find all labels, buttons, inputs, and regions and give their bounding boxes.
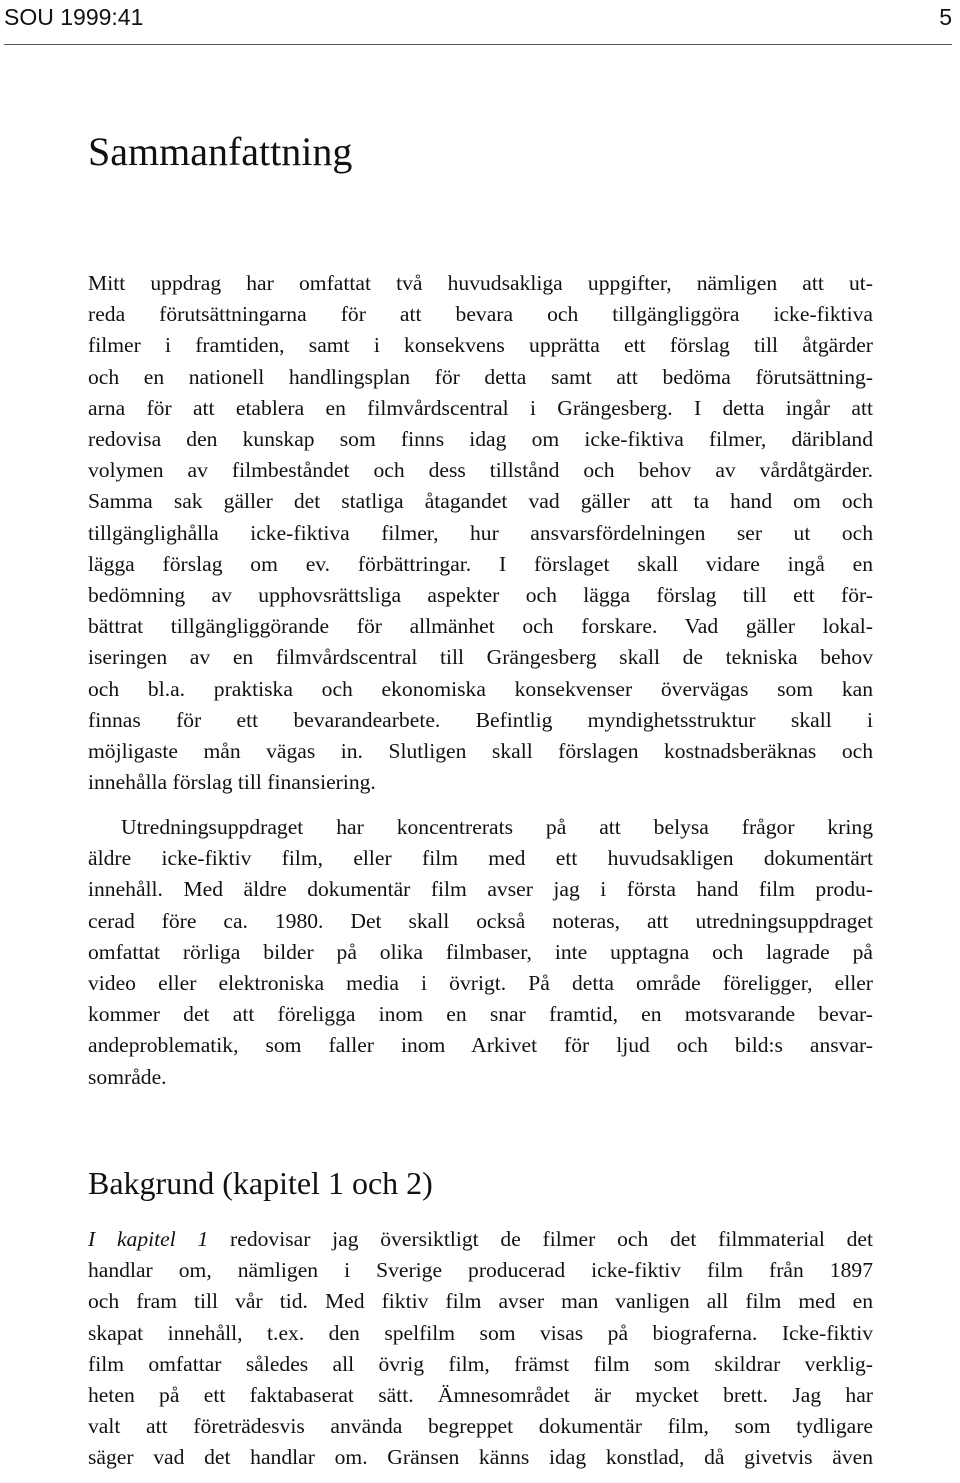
chapter-reference: I kapitel 1: [88, 1227, 209, 1251]
text-line: kommer det att föreligga inom en snar framtid, en motsvarande bevar-: [88, 1002, 873, 1027]
text-line: bättrat tillgängliggörande för allmänhet och forskare. Vad gäller lokal-: [88, 614, 873, 639]
summary-paragraph-1: [88, 268, 873, 798]
text-line: sområde.: [88, 1064, 167, 1089]
text-line: [88, 1224, 873, 1255]
text-line: filmer i framtiden, samt i konsekvens upprätta ett förslag till åtgärder: [88, 333, 873, 358]
text-line: handlar om, nämligen i Sverige producerad icke-fiktiv film från 1897: [88, 1258, 873, 1283]
text-line: möjligaste mån vägas in. Slutligen skall förslagen kostnadsberäknas och: [88, 739, 873, 764]
text-line: video eller elektroniska media i övrigt. På detta område föreligger, eller: [88, 971, 873, 996]
text-fragment: redovisar jag översiktligt de filmer och det filmmaterial det: [208, 1227, 874, 1251]
text-line: andeproblematik, som faller inom Arkivet för ljud och bild:s ansvar-: [88, 1033, 873, 1058]
report-number: SOU 1999:41: [4, 4, 144, 30]
text-line: film omfattar således all övrig film, främst film som skildrar verklig-: [88, 1351, 873, 1376]
text-line: arna för att etablera en filmvårdscentral i Grängesberg. I detta ingår att: [88, 395, 873, 420]
page-header: [4, 0, 952, 45]
text-line: och bl.a. praktiska och ekonomiska konsekvenser övervägas som kan: [88, 676, 873, 701]
summary-paragraph-2: [88, 812, 873, 1093]
text-line: skapat innehåll, t.ex. den spelfilm som visas på biograferna. Icke-fiktiv: [88, 1320, 873, 1345]
text-line: Utredningsuppdraget har koncentrerats på att belysa frågor kring: [121, 815, 873, 839]
text-line: reda förutsättningarna för att bevara och tillgängliggöra icke-fiktiva: [88, 302, 873, 327]
section-heading: Bakgrund (kapitel 1 och 2): [88, 1165, 433, 1201]
text-line: Mitt uppdrag har omfattat två huvudsakliga uppgifter, nämligen att ut-: [88, 271, 873, 295]
text-line: bedömning av upphovsrättsliga aspekter och lägga förslag till ett för-: [88, 583, 873, 608]
text-line: och en nationell handlingsplan för detta samt att bedöma förutsättning-: [88, 364, 873, 389]
text-line: lägga förslag om ev. förbättringar. I förslaget skall vidare ingå en: [88, 551, 873, 576]
text-line: innehåll. Med äldre dokumentär film avser jag i första hand film produ-: [88, 877, 873, 902]
text-line: heten på ett faktabaserat sätt. Ämnesområdet är mycket brett. Jag har: [88, 1383, 873, 1408]
page-title: Sammanfattning: [88, 129, 353, 174]
text-line: cerad före ca. 1980. Det skall också noteras, att utredningsuppdraget: [88, 908, 873, 933]
text-line: äldre icke-fiktiv film, eller film med ett huvudsakligen dokumentärt: [88, 846, 873, 871]
text-line: tillgänglighålla icke-fiktiva filmer, hur ansvarsfördelningen ser ut och: [88, 520, 873, 545]
background-paragraph: [88, 1224, 873, 1474]
text-line: redovisa den kunskap som finns idag om icke-fiktiva filmer, däribland: [88, 427, 873, 452]
text-line: innehålla förslag till finansiering.: [88, 770, 376, 795]
text-line: iseringen av en filmvårdscentral till Grängesberg skall de tekniska behov: [88, 645, 873, 670]
text-line: omfattat rörliga bilder på olika filmbaser, inte upptagna och lagrade på: [88, 939, 873, 964]
text-line: säger vad det handlar om. Gränsen känns idag konstlad, då givetvis även: [88, 1445, 873, 1470]
page-number: 5: [939, 4, 952, 30]
text-line: valt att företrädesvis använda begreppet dokumentär film, som tydligare: [88, 1414, 873, 1439]
text-line: finnas för ett bevarandearbete. Befintlig myndighetsstruktur skall i: [88, 707, 873, 732]
text-line: och fram till vår tid. Med fiktiv film avser man vanligen all film med en: [88, 1289, 873, 1314]
text-line: Samma sak gäller det statliga åtagandet vad gäller att ta hand om och: [88, 489, 873, 514]
text-line: volymen av filmbeståndet och dess tillstånd och behov av vårdåtgärder.: [88, 458, 873, 483]
